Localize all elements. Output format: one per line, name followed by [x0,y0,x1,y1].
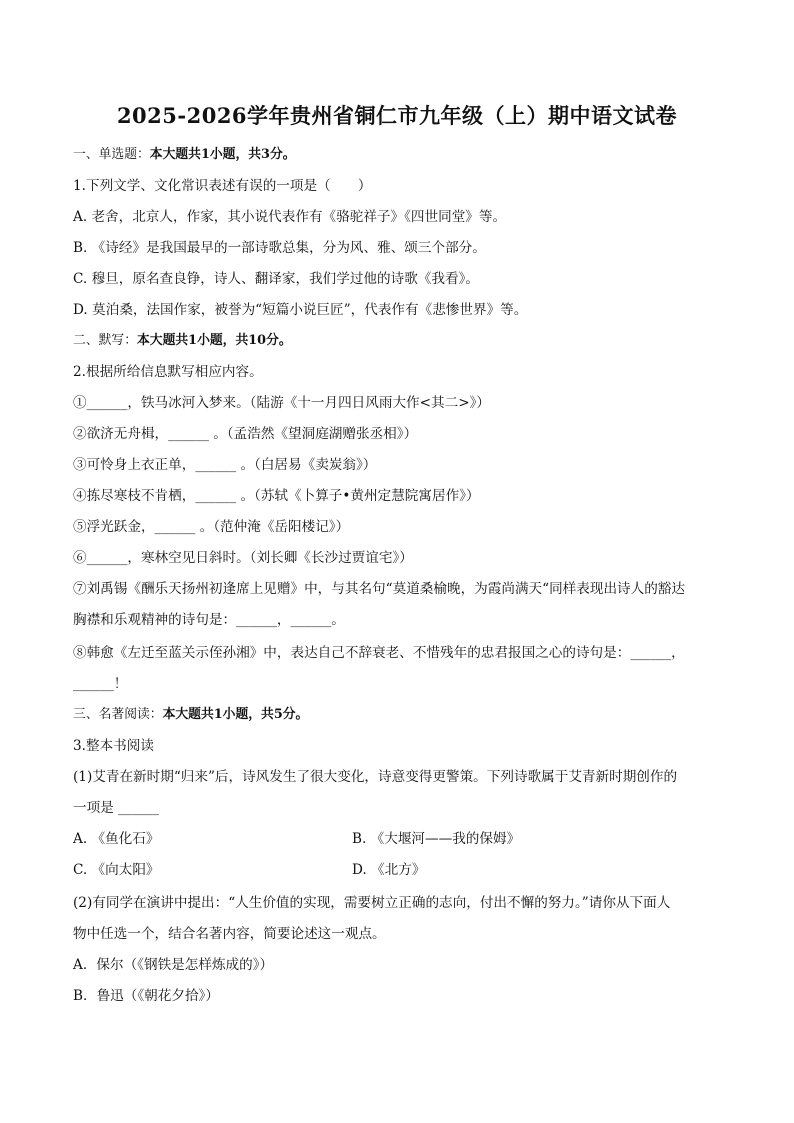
dictation-item-6: ⑥______，寒林空见日斜时。（刘长卿《长沙过贾谊宅》） [73,550,413,566]
section-label: 三、名著阅读： [73,707,163,722]
option-d: D. 《北方》 [352,862,426,878]
dictation-item-5: ⑤浮光跃金，______ 。（范仲淹《岳阳楼记》） [73,519,350,535]
section-desc: 本大题共1小题，共5分。 [162,707,309,722]
section-header-3 [73,706,733,724]
option-a: A. 老舍，北京人，作家，其小说代表作有《骆驼祥子》《四世同堂》等。 [73,209,507,225]
question-stem: 1.下列文学、文化常识表述有误的一项是（ ） [73,178,372,194]
section-label: 一、单选题： [73,147,150,162]
option-a: A. 《鱼化石》 [73,831,160,847]
dictation-item-2: ②欲济无舟楫，______ 。（孟浩然《望洞庭湖赠张丞相》） [73,426,418,442]
option-d: D. 莫泊桑，法国作家，被誉为“短篇小说巨匠”，代表作有《悲惨世界》等。 [73,302,528,318]
section-label: 二、默写： [73,333,137,348]
page-title: 2025-2026学年贵州省铜仁市九年级（上）期中语文试卷 [116,103,678,128]
option-b: B. 《诗经》是我国最早的一部诗歌总集，分为风、雅、颂三个部分。 [73,240,486,256]
choice-b: B．鲁迅（《朝花夕拾》） [73,988,219,1004]
section-header-2 [73,332,733,350]
dictation-item-8-line2: ______！ [73,676,128,692]
question-stem: 3.整本书阅读 [73,738,154,754]
option-b: B. 《大堰河——我的保姆》 [352,831,521,847]
option-row-2 [73,861,733,879]
option-row-1 [73,830,733,848]
option-c: C. 穆旦，原名查良铮，诗人、翻译家，我们学过他的诗歌《我看》。 [73,271,479,287]
dictation-item-8-line1: ⑧韩愈《左迁至蓝关示侄孙湘》中，表达自己不辞衰老、不惜残年的忠君报国之心的诗句是：______， [73,645,685,661]
dictation-item-4: ④拣尽寒枝不肯栖，______ 。（苏轼《卜算子•黄州定慧院寓居作》） [73,488,480,504]
section-desc: 本大题共1小题，共3分。 [149,147,296,162]
section-desc: 本大题共1小题，共10分。 [136,333,292,348]
dictation-item-7-line1: ⑦刘禹锡《酬乐天扬州初逢席上见赠》中，与其名句“莫道桑榆晚，为霞尚满天“同样表现出诗人的豁达 [73,581,686,597]
subquestion-1-line2: 一项是 ______ [73,800,159,816]
dictation-item-3: ③可怜身上衣正单，______ 。（白居易《卖炭翁》） [73,457,377,473]
subquestion-2-line2: 物中任选一个，结合名著内容，简要论述这一观点。 [73,926,386,942]
dictation-item-1: ①______，铁马冰河入梦来。（陆游《十一月四日风雨大作<其二>》） [73,395,490,411]
question-stem: 2.根据所给信息默写相应内容。 [73,364,263,380]
section-header-1 [73,146,733,164]
subquestion-2-line1: (2)有同学在演讲中提出：“人生价值的实现，需要树立正确的志向，付出不懈的努力。”请你从下面人 [73,895,671,911]
choice-a: A．保尔（《钢铁是怎样炼成的》） [73,957,274,973]
option-c: C. 《向太阳》 [73,862,160,878]
subquestion-1-line1: (1)艾青在新时期“归来”后，诗风发生了很大变化，诗意变得更警策。下列诗歌属于艾青新时期创作的 [73,769,678,785]
dictation-item-7-line2: 胸襟和乐观精神的诗句是：______，______。 [73,612,345,628]
